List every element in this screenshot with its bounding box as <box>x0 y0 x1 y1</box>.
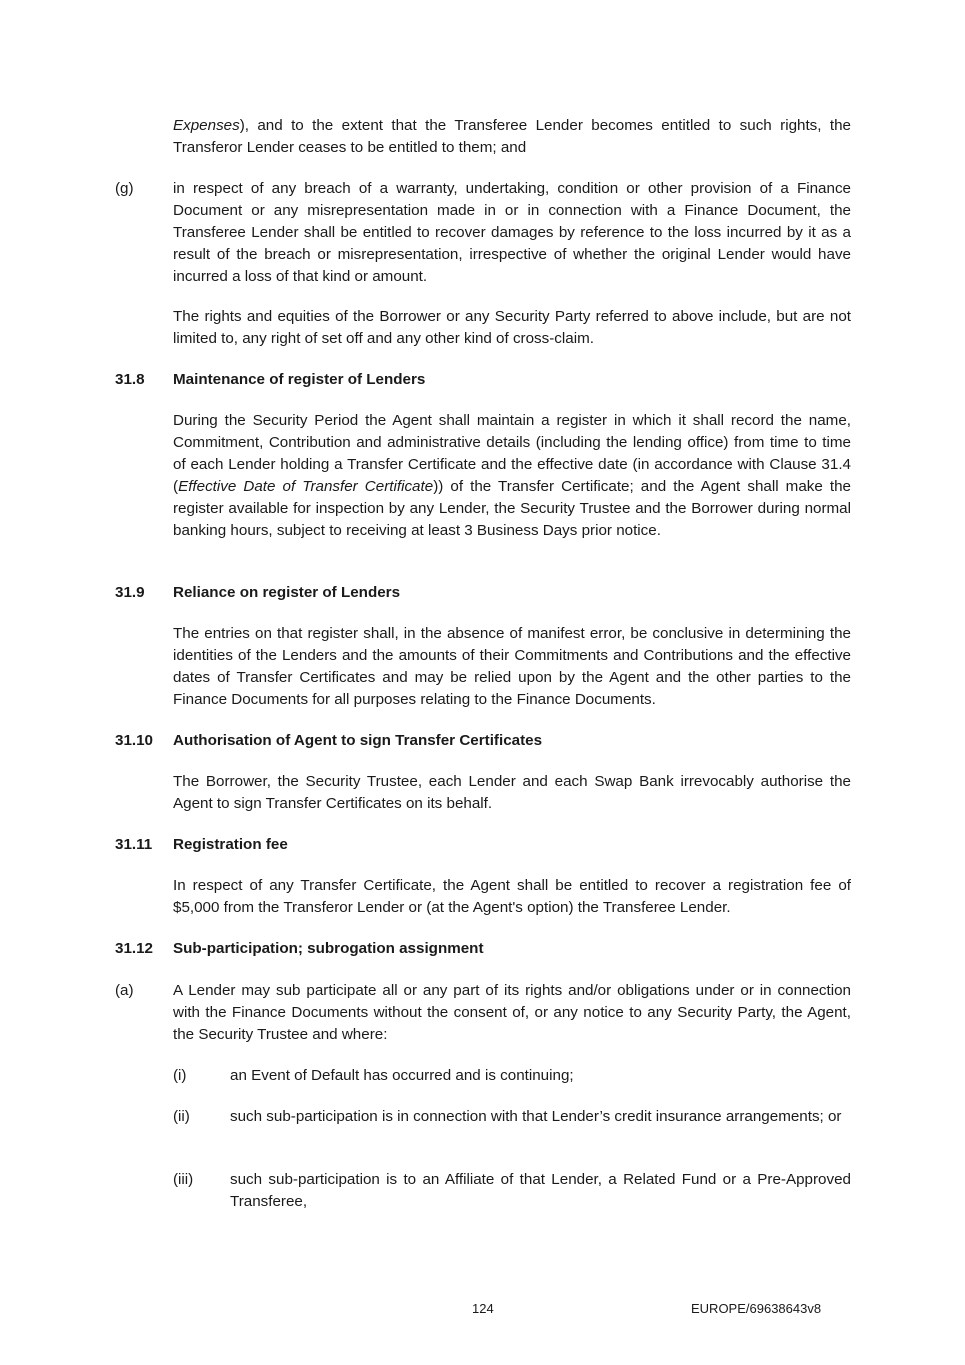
page-number: 124 <box>472 1301 494 1316</box>
sub-item-text: such sub-participation is in connection with that Lender’s credit insurance arrangements; or <box>230 1108 842 1125</box>
item-g-label: (g) <box>115 180 134 197</box>
section-31-12-heading: 31.12 Sub-participation; subrogation assignment <box>115 940 484 957</box>
section-31-9-heading: 31.9 Reliance on register of Lenders <box>115 584 401 601</box>
item-g-text: in respect of any breach of a warranty, undertaking, condition or other provision of a Finance Document or any misrepresentation made in or in connection with a Finance Document, the Transferee Lender shall be entitled to recover damages by reference to the loss incurred by it as a result of the breach or misrepresentation, irrespective of whether the original Lender would have incurred a loss of that kind or amount. <box>173 180 851 285</box>
sub-item-text: an Event of Default has occurred and is continuing; <box>230 1067 574 1084</box>
section-31-10-text: The Borrower, the Security Trustee, each Lender and each Swap Bank irrevocably authorise the Agent to sign Transfer Certificates on its behalf. <box>173 773 851 812</box>
section-31-8-heading: 31.8 Maintenance of register of Lenders <box>115 371 426 388</box>
section-31-10-heading: 31.10 Authorisation of Agent to sign Transfer Certificates <box>115 732 543 749</box>
section-31-8-text: During the Security Period the Agent shall maintain a register in which it shall record the name, Commitment, Contribution and administrative details (including the lending office) from time to time of each Lender holding a Transfer Certificate and the effective date (in accordance with Clause 31.4 (Effective Date of Transfer Certificate)) of the Transfer Certificate; and the Agent shall make the register available for inspection by any Lender, the Security Trustee and the Borrower during normal banking hours, subject to receiving at least 3 Business Days prior notice. <box>173 412 852 539</box>
sub-item-text: such sub-participation is to an Affiliate of that Lender, a Related Fund or a Pre-Approved Transferee, <box>230 1171 851 1210</box>
continuation-paragraph: Expenses), and to the extent that the Transferee Lender becomes entitled to such rights, the Transferor Lender ceases to be entitled to them; and <box>173 117 851 156</box>
sub-item-label: (ii) <box>173 1108 190 1125</box>
sub-item-label: (i) <box>173 1067 187 1084</box>
section-31-11-heading: 31.11 Registration fee <box>115 836 288 853</box>
section-31-9-text: The entries on that register shall, in the absence of manifest error, be conclusive in determining the identities of the Lenders and the amounts of their Commitments and Contributions and the effective dates of Transfer Certificates and may be relied upon by the Agent and the other parties to the Finance Documents for all purposes relating to the Finance Documents. <box>173 625 851 708</box>
rights-paragraph: The rights and equities of the Borrower or any Security Party referred to above include, but are not limited to, any right of set off and any other kind of cross-claim. <box>173 308 851 347</box>
section-31-11-text: In respect of any Transfer Certificate, the Agent shall be entitled to recover a registration fee of $5,000 from the Transferor Lender or (at the Agent's option) the Transferee Lender. <box>173 877 851 916</box>
item-a-text: A Lender may sub participate all or any part of its rights and/or obligations under or in connection with the Finance Documents without the consent of, or any notice to any Security Party, the Agent, the Security Trustee and where: <box>173 982 851 1043</box>
item-a-label: (a) <box>115 982 134 999</box>
sub-item-label: (iii) <box>173 1171 194 1188</box>
document-reference: EUROPE/69638643v8 <box>691 1301 822 1316</box>
